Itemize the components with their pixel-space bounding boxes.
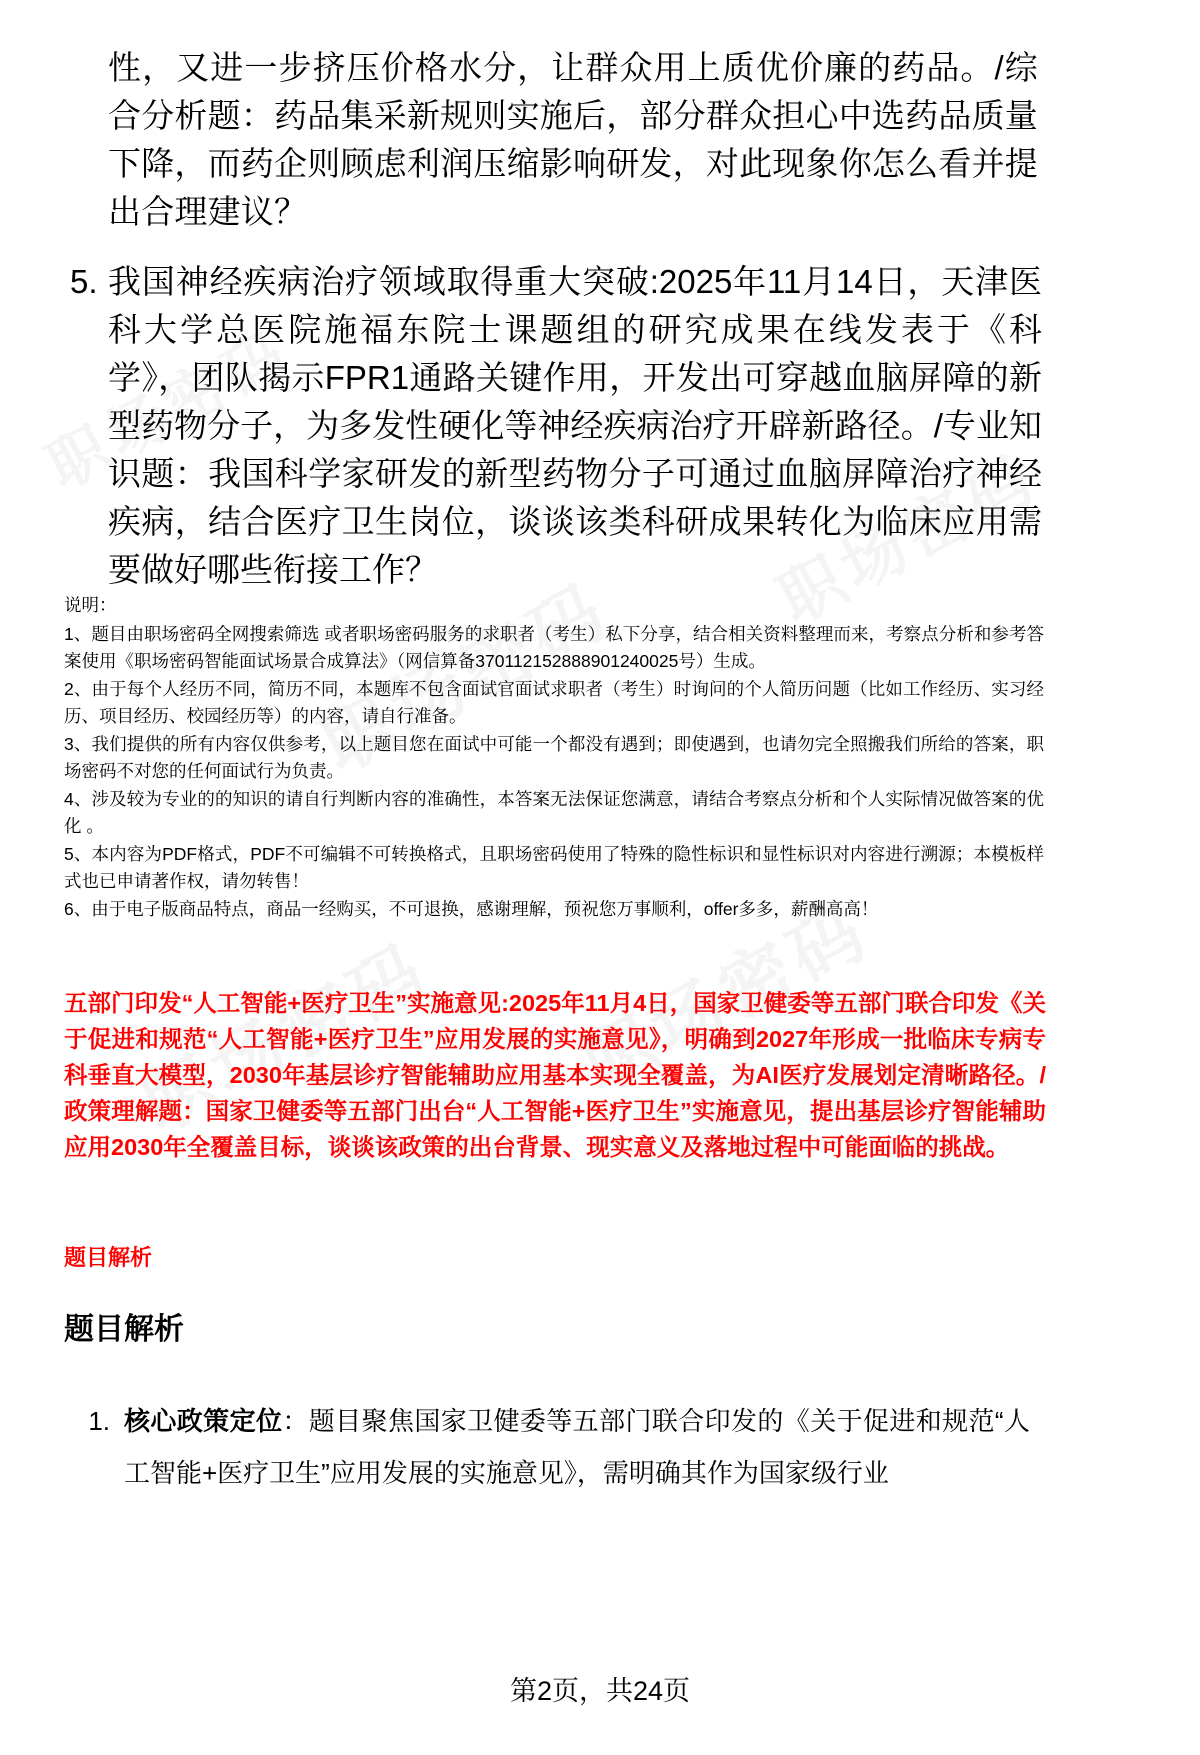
question-number: 5. [70,263,98,300]
notes-heading: 说明： [64,595,117,615]
analysis-separator: ： [282,1406,309,1436]
continued-paragraph: 性，又进一步挤压价格水分，让群众用上质优价廉的药品。/综合分析题：药品集采新规则实施后，部分群众担心中选药品质量下降，而药企则顾虑利润压缩影响研发，对此现象你怎么看并提出合理建议？ [108,49,1038,230]
note-item: 3、我们提供的所有内容仅供参考，以上题目您在面试中可能一个都没有遇到；即使遇到，也请勿完全照搬我们所给的答案，职场密码不对您的任何面试行为负责。 [64,733,1044,781]
note-item: 6、由于电子版商品特点，商品一经购买，不可退换，感谢理解，预祝您万事顺利，offer多多，薪酬高高！ [64,898,879,919]
note-item: 5、本内容为PDF格式，PDF不可编辑不可转换格式，且职场密码使用了特殊的隐性标识和显性标识对内容进行溯源；本模板样式也已申请著作权，请勿转售！ [64,843,1044,891]
analysis-label: 核心政策定位 [124,1406,283,1436]
question-list-item [70,258,1042,594]
section-heading: 题目解析 [64,1313,184,1346]
analysis-number: 1. [88,1406,110,1436]
notes-block [64,592,1044,923]
red-highlight-paragraph: 五部门印发“人工智能+医疗卫生”实施意见:2025年11月4日，国家卫健委等五部门联合印发《关于促进和规范“人工智能+医疗卫生”应用发展的实施意见》，明确到2027年形成一批临床专病专科垂直大模型，2030年基层诊疗智能辅助应用基本实现全覆盖，为AI医疗发展划定清晰路径。/政策理解题：国家卫健委等五部门出台“人工智能+医疗卫生”实施意见，提出基层诊疗智能辅助应用2030年全覆盖目标，谈谈该政策的出台背景、现实意义及落地过程中可能面临的挑战。 [64,990,1046,1160]
page-footer: 第2页，共24页 [509,1676,691,1706]
analysis-list-item [70,1395,1030,1499]
note-item: 1、题目由职场密码全网搜索筛选 或者职场密码服务的求职者（考生）私下分享，结合相关资料整理而来，考察点分析和参考答案使用《职场密码智能面试场景合成算法》（网信算备370112152888901240025号）生成。 [64,623,1044,671]
note-item: 4、涉及较为专业的的知识的请自行判断内容的准确性，本答案无法保证您满意，请结合考察点分析和个人实际情况做答案的优化 。 [64,788,1044,836]
analysis-text: 题目聚焦国家卫健委等五部门联合印发的《关于促进和规范“人工智能+医疗卫生”应用发展的实施意见》，需明确其作为国家级行业 [124,1406,1030,1488]
red-subheading: 题目解析 [64,1245,153,1270]
note-item: 2、由于每个人经历不同，简历不同，本题库不包含面试官面试求职者（考生）时询问的个人简历问题（比如工作经历、实习经历、项目经历、校园经历等）的内容，请自行准备。 [64,678,1044,726]
question-text: 我国神经疾病治疗领域取得重大突破:2025年11月14日，天津医科大学总医院施福东院士课题组的研究成果在线发表于《科学》，团队揭示FPR1通路关键作用，开发出可穿越血脑屏障的新型药物分子，为多发性硬化等神经疾病治疗开辟新路径。/专业知识题：我国科学家研发的新型药物分子可通过血脑屏障治疗神经疾病，结合医疗卫生岗位，谈谈该类科研成果转化为临床应用需要做好哪些衔接工作？ [108,263,1042,588]
analysis-body [124,1395,1030,1499]
